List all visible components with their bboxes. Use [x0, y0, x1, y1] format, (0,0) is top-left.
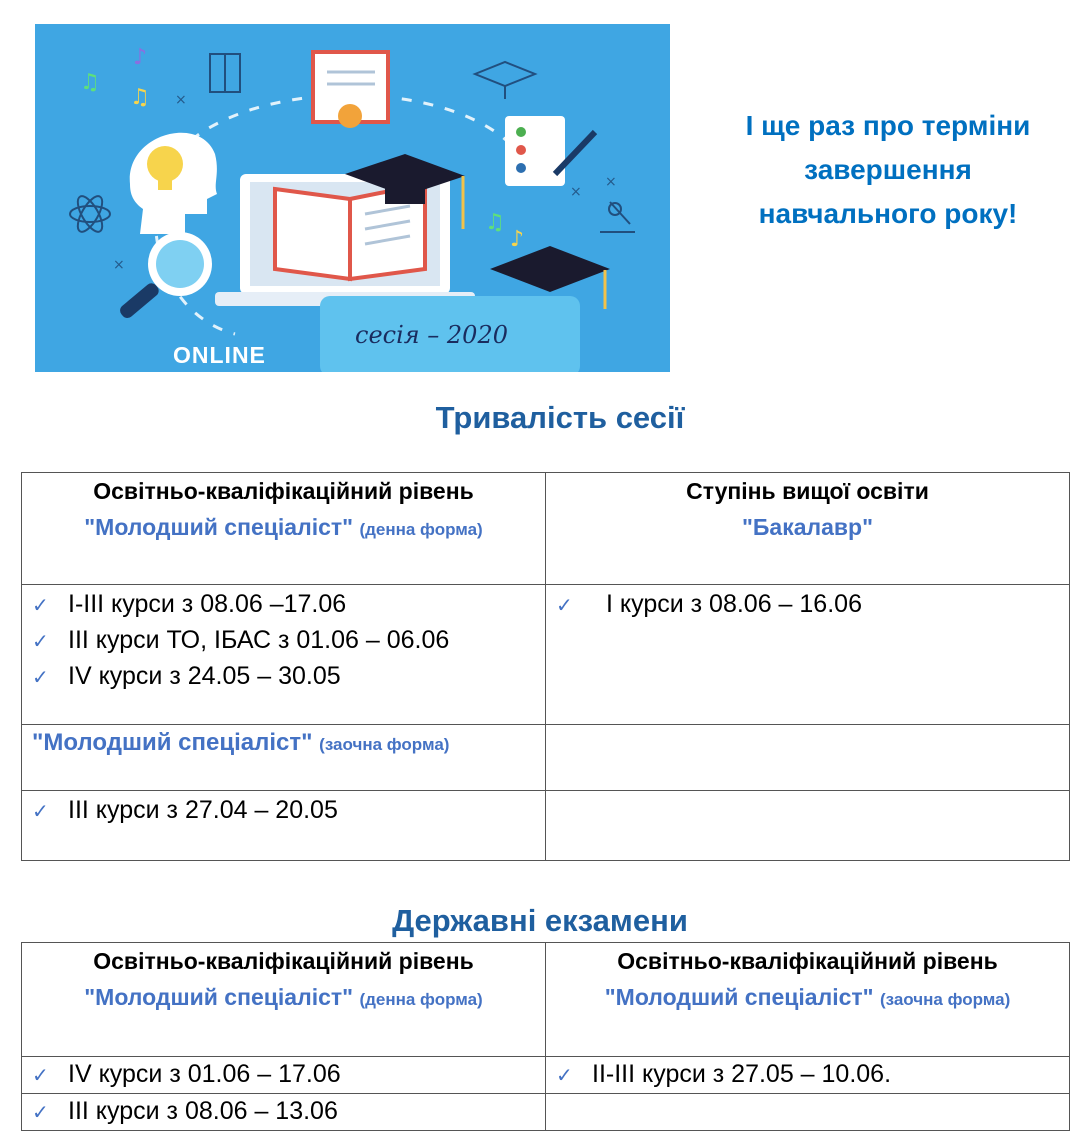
exams-left-header — [22, 943, 546, 1057]
empty-cell — [546, 725, 1070, 791]
svg-text:×: × — [570, 184, 582, 200]
list-item: ✓ І курси з 08.06 – 16.06 — [546, 587, 1069, 623]
session-left-header — [22, 473, 546, 585]
empty-cell — [546, 791, 1070, 861]
svg-text:×: × — [605, 174, 617, 190]
header-level-type: Освітньо-кваліфікаційний рівень — [93, 478, 474, 504]
checkmark-icon: ✓ — [32, 801, 49, 823]
headline-line-2: завершення — [804, 154, 972, 185]
svg-text:♪: ♪ — [510, 227, 525, 252]
svg-text:♫: ♫ — [130, 85, 150, 110]
svg-text:♫: ♫ — [80, 70, 100, 95]
empty-cell — [546, 1094, 1070, 1131]
cap-outline-icon — [475, 62, 535, 99]
checklist-icon — [505, 116, 595, 186]
header-degree-type: Ступінь вищої освіти — [686, 478, 929, 504]
checkmark-icon: ✓ — [32, 595, 49, 617]
session-section-title: Тривалість сесії — [435, 400, 685, 435]
session-year-label: сесія – 2020 — [355, 321, 508, 349]
extramural-level: "Молодший спеціаліст" (заочна форма) — [32, 729, 450, 756]
online-session-banner — [35, 24, 670, 372]
certificate-icon — [313, 52, 388, 128]
checkmark-icon: ✓ — [32, 631, 49, 653]
list-item: ✓ ІІ-ІІІ курси з 27.05 – 10.06. — [546, 1057, 1069, 1093]
headline-line-3: навчального року! — [758, 198, 1018, 229]
list-item: ✓ IV курси з 24.05 – 30.05 — [22, 659, 545, 695]
header-level-name: "Молодший спеціаліст" (денна форма) — [84, 984, 483, 1010]
header-level-name: "Молодший спеціаліст" (заочна форма) — [604, 984, 1011, 1010]
list-item: ✓ І-ІІІ курси з 08.06 –17.06 — [22, 587, 545, 623]
checkmark-icon: ✓ — [32, 1102, 49, 1124]
list-item: ✓ IV курси з 01.06 – 17.06 — [22, 1057, 545, 1093]
session-right-items — [546, 585, 1070, 725]
checkmark-icon: ✓ — [32, 667, 49, 689]
svg-text:×: × — [113, 257, 125, 273]
exams-section-title: Державні екзамени — [392, 903, 688, 938]
session-table — [21, 472, 1070, 861]
notebook-icon — [210, 54, 240, 92]
header-level-name: "Молодший спеціаліст" (денна форма) — [84, 514, 483, 540]
exams-left-item-2 — [22, 1094, 546, 1131]
lightbulb-head-icon — [130, 133, 217, 234]
session-right-header — [546, 473, 1070, 585]
exams-table — [21, 942, 1070, 1131]
svg-text:♪: ♪ — [133, 45, 148, 70]
checkmark-icon: ✓ — [32, 1065, 49, 1087]
header-degree-name: "Бакалавр" — [741, 514, 874, 540]
list-item: ✓ ІІІ курси ТО, ІБАС з 01.06 – 06.06 — [22, 623, 545, 659]
microscope-icon — [600, 202, 635, 232]
svg-text:♫: ♫ — [485, 210, 505, 235]
online-label: ONLINE — [173, 342, 266, 368]
exams-right-item-1 — [546, 1057, 1070, 1094]
header-level-type: Освітньо-кваліфікаційний рівень — [617, 948, 998, 974]
atom-icon — [70, 193, 110, 236]
session-left-items — [22, 585, 546, 725]
checkmark-icon: ✓ — [556, 1065, 573, 1087]
extramural-items — [22, 791, 546, 861]
list-item: ✓ ІІІ курси з 08.06 – 13.06 — [22, 1094, 545, 1130]
svg-text:×: × — [175, 92, 187, 108]
page-headline — [688, 104, 1088, 236]
header-level-type: Освітньо-кваліфікаційний рівень — [93, 948, 474, 974]
magnifier-icon — [118, 232, 212, 321]
exams-left-item-1 — [22, 1057, 546, 1094]
list-item: ✓ ІІІ курси з 27.04 – 20.05 — [22, 793, 545, 829]
checkmark-icon: ✓ — [556, 595, 573, 617]
extramural-header — [22, 725, 546, 791]
headline-line-1: І ще раз про терміни — [745, 110, 1031, 141]
exams-right-header — [546, 943, 1070, 1057]
